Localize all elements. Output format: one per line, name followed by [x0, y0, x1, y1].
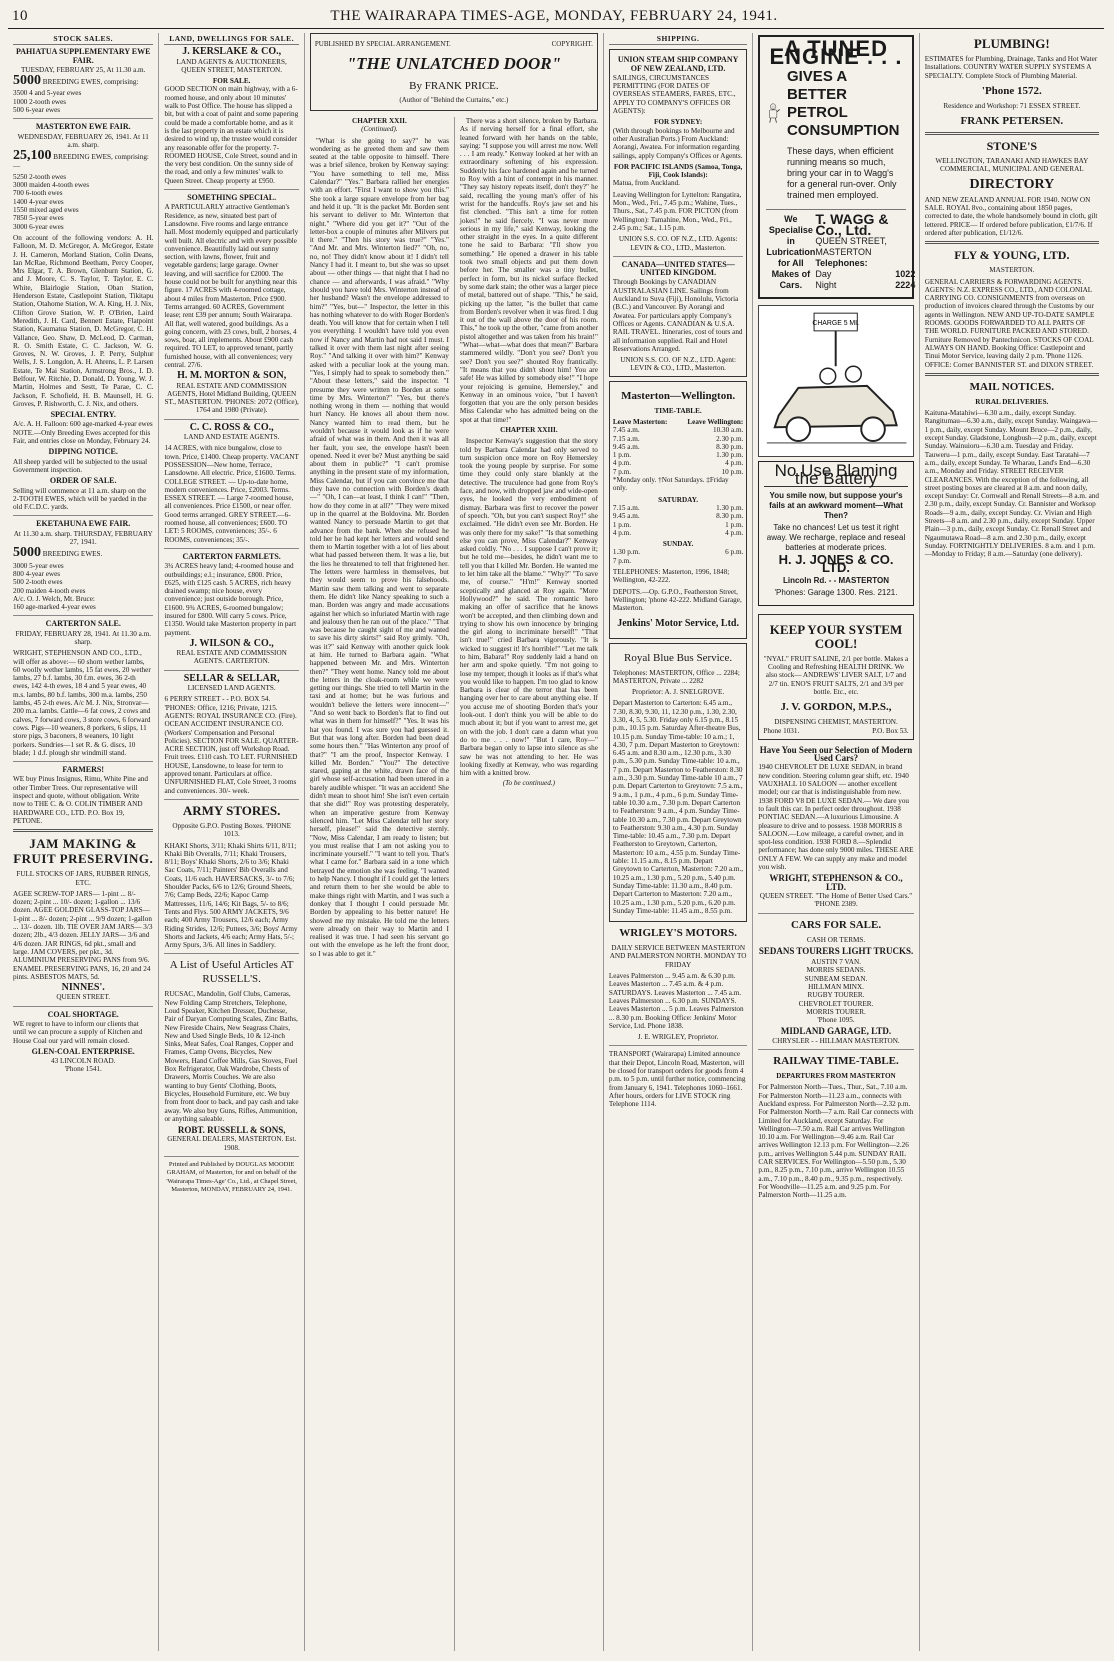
sale-item: 1400 4-year ewes: [13, 197, 64, 206]
advertiser-name: T. WAGG & Co., Ltd.: [815, 210, 889, 238]
body-text: Telephones: MASTERTON, Office ... 2284; MASTERTON, Private ... 2282: [612, 668, 740, 685]
body-text: Kaituna-Matahiwi—6.30 a.m., daily, except Sunday. Rangitumau—6.30 a.m., daily, except Sunday. Waingawa—1 p.m., daily, except Sunday. Mount Bruce—2 p.m., daily, except Sunday. Gladstone, Longbush—2 p.m., daily, except Sunday. Wainuioru—6.30 a.m. Tuesday and Friday. Tauweru—1 p.m., daily, except Sunday. East Taratahi—7 a.m., daily, except Sunday. Te Wharau, Land's End—6.30 a.m., Monday and Friday. STREET RECEIVER CLEARANCES. With the exception of the following, all street posting boxes are cleared at 8 a.m. and noon daily, except Sunday: Cr. Cornwall and Renall Streets—8 a.m. and 2.30 p.m., daily, except Sunday. Cr. Bannister and Worksop Roads—9 a.m., daily, except Sunday. Cr. Vivian and High Streets—8 a.m. and 2.30 p.m., daily, except Sunday. Upper Plain—3 p.m., daily, except Sunday. Cr. Renall Street and Ngaumutawa Road—8 a.m. and 2.30 p.m., daily, except Sunday. FORTNIGHTLY DELIVERIES. 8 a.m. and 1 p.m.—Monday to Friday; 8 a.m.—Saturday (one delivery).: [924, 409, 1099, 559]
advertiser-phone: 'Phone 1572.: [981, 84, 1042, 97]
advertiser-sub: LAND AND ESTATE AGENTS.: [183, 433, 280, 442]
sale-item: 200 maiden 4-tooth ewes: [13, 586, 86, 595]
ad-headline: No Use Blaming the Battery: [764, 467, 907, 488]
body-text: TRANSPORT (Wairarapa) Limited announce that their Depot, Lincoln Road, Masterton, will be closed for transport orders for goods from 4 p.m. to 5 p.m. until further notice, commencing from January 6, 1941. Telephones 1060–1661. After hours, orders for LIVE STOCK ring Telephone 1114.: [608, 1050, 746, 1109]
timetable-sub: TIME-TABLE.: [654, 406, 702, 415]
timetable-row: 7 p.m. 10 p.m.: [612, 467, 744, 476]
advertiser-name: J. WILSON & CO.,: [189, 637, 274, 649]
advertiser-address: QUEEN STREET, MASTERTON: [815, 235, 887, 257]
ad-body: "NYAL" FRUIT SALINE, 2/1 per bottle. Makes a Cooling and Refreshing HEALTH DRINK. We also stock— ANDREWS' LIVER SALT, 1/7 and 2/7 tin. ENO'S FRUIT SALTS, 2/1 and 3/9 per bottle. Etc., etc.: [763, 654, 909, 696]
ad-headline: ARMY STORES.: [182, 802, 281, 818]
advertiser-phone: 'Phones: Garage 1300. Res. 2121.: [774, 587, 898, 597]
column-stock-sales: [8, 33, 159, 1651]
battery-cartoon: [758, 305, 913, 457]
continued-note: (To be continued.): [502, 779, 556, 788]
advertiser-address: Residence and Workshop: 71 ESSEX STREET.: [943, 101, 1081, 110]
sub-title: ORDER OF SALE.: [49, 476, 117, 486]
sale-count: 25,100: [13, 148, 52, 164]
sub-title: DIPPING NOTICE.: [48, 447, 118, 457]
ad-headline: CARS FOR SALE.: [790, 918, 882, 931]
sale-date: WEDNESDAY, FEBRUARY 26, 1941. At 11 a.m. sharp.: [17, 132, 149, 149]
ad-subheadline: GIVES A BETTER PETROL CONSUMPTION: [786, 67, 900, 139]
body-text: A/c. A. H. Falloon: 600 age-marked 4-year ewes NOTE.—Only Breeding Ewes accepted for this Fair, and entries close on Monday, February 24.: [13, 420, 153, 446]
ad-headline: JAM MAKING & FRUIT PRESERVING.: [13, 836, 154, 867]
sale-count-label: BREEDING EWES.: [42, 550, 103, 559]
mechanic-illustration-icon: [766, 68, 781, 158]
timetable-col-header: Leave Wellington:: [687, 417, 744, 426]
masthead: [8, 6, 1104, 29]
advertiser-name: ROBT. RUSSELL & SONS,: [177, 1125, 286, 1136]
sub-title: COAL SHORTAGE.: [47, 1009, 119, 1019]
continued-note: (Continued).: [361, 125, 398, 134]
advertiser-address: Lincoln Rd. - - MASTERTON: [782, 575, 890, 585]
body-text: WE buy Pinus Insignus, Rimu, White Pine and other Timber Trees. Our representative will inspect and quote, without obligation. Write now to THE C. & O. COLIN TIMBER AND HARDWARE CO., LTD. P.O. Box 19, PETONE.: [13, 775, 149, 825]
column-land-sales: [159, 33, 304, 1651]
list-item: SUNBEAM SEDAN.: [804, 974, 868, 983]
sub-title: FARMERS!: [62, 765, 105, 775]
body-text: GOOD SECTION on main highway, with a 6-roomed house, and only about 10 minutes' walk to Post Office. The house has slipped a bit, but with a coat of paint and some papering could be made a comfortable home, and as it is the last property in an estate which it is desired to wind up, the trustee would consider any reasonable offer for the property. 7-ROOMED HOUSE, Cole Street, sound and in the very best condition. On the sunny side of the road, and only a few minutes' walk to Queen Street. Cheap property at £950.: [164, 85, 299, 185]
ad-subtitle: FULL STOCKS OF JARS, RUBBER RINGS, ETC.: [16, 870, 151, 887]
body-text: 3¾ ACRES heavy land; 4-roomed house and outbuildings; e.l.; insurance, £800. Price, £625, with £125 cash. 5 ACRES, rich heavy drained swamp; nice house, every convenience; just outside borough. Price, £1600. 9¾ ACRES, 6-roomed bungalow; insured for £800. Will carry 5 cows. Price, £1350. Would take Masterton property in part payment.: [164, 562, 297, 637]
body-text: (With through bookings to Melbourne and other Australian Ports.) From Auckland: Aorangi, Awatea. For information regarding sailings, apply Company's Offices or Agents.: [612, 126, 743, 160]
sale-item: 1550 mixed aged ewes: [13, 206, 79, 215]
advertiser-name: GLEN-COAL ENTERPRISE.: [31, 1046, 135, 1056]
sale-item: 3000 maiden 4-tooth ewes: [13, 181, 90, 190]
timetable-row: 1.30 p.m. 6 p.m.: [612, 548, 744, 557]
body-text: 14 ACRES, with nice bungalow, close to town. Price, £1400. Cheap property. VACANT POSSESSION—New home, Terrace, Lansdowne. All electric. Price, £1600. Terms. COLLEGE STREET. — Up-to-date home, modern conveniences. Price, £2003. Terms. ESSEX STREET. — Large 7-roomed house, all conveniences. Price £1500, or near offer. Good terms arranged. GREY STREET.—6-roomed house, all conveniences; £600. TO LET: 5 ROOMS, conveniences; 35/-. 6 ROOMS, conveniences; 35/-.: [164, 444, 299, 544]
ad-headline: RAILWAY TIME-TABLE.: [773, 1055, 899, 1068]
ad-headline: A List of Useful Articles AT RUSSELL'S.: [169, 959, 294, 986]
sub-title: FOR PACIFIC ISLANDS (Samoa, Tonga, Fiji, Cook Islands):: [613, 162, 743, 180]
column-shipping: [604, 33, 753, 1651]
timetable-row: 7 p.m.: [612, 556, 632, 565]
sale-date: FRIDAY, FEBRUARY 28, 1941. At 11.30 a.m. sharp.: [15, 629, 152, 646]
section-heading: LAND, DWELLINGS FOR SALE.: [164, 35, 298, 45]
body-text: Selling will commence at 11 a.m. sharp on the 2-TOOTH EWES, which will be yarded in the old F.C.D.C. yards.: [13, 486, 147, 512]
timetable-row: 7.45 a.m. 10.30 a.m.: [612, 426, 744, 435]
ad-headline: STONE'S: [986, 139, 1038, 154]
battery-ad: [758, 461, 913, 606]
body-text: Through Bookings by CANADIAN AUSTRALASIAN LINE. Sailings from Auckland to Suva (Fiji), Honolulu, Victoria (B.C.) and Vancouver. By Aorangi and Awatea. For particulars apply Company's Offices or Agents. CANADIAN & U.S.A. RAIL TRAVEL. Itineraries, cost of tours and all information supplied. Rail and Hotel Reservations Arranged.: [612, 278, 743, 353]
phone-night: Night 2224: [815, 279, 916, 290]
body-text: All sheep yarded will be subjected to the usual Government inspection.: [13, 457, 148, 474]
story-title: "THE UNLATCHED DOOR": [346, 54, 562, 73]
ad-headline: Royal Blue Bus Service.: [624, 651, 733, 664]
timetable-sub: SUNDAY.: [662, 540, 694, 549]
advertiser-name: SELLAR & SELLAR,: [183, 672, 280, 684]
column-display-ads: [753, 33, 919, 1651]
advertiser-phone: Phone 1031.: [763, 726, 800, 735]
ad-headline: Have You Seen our Selection of Modern Used Cars?: [759, 744, 913, 764]
advertiser-name: WRIGHT, STEPHENSON & CO., LTD.: [769, 873, 903, 892]
advertiser-sub: GENERAL DEALERS, MASTERTON. Est. 1908.: [167, 1135, 297, 1152]
advertiser-sub: REAL ESTATE AND COMMISSION AGENTS, Hotel Midland Building, QUEEN ST., MASTERTON. 'PHONES: 2072 (Office), 1764 and 1980 (Private).: [164, 381, 299, 415]
body-text: KHAKI Shorts, 3/11; Khaki Shirts 6/11, 8/11; Khaki Bib Overalls, 7/11; Khaki Trousers, 8/11; Boys' Khaki Shorts, 2/6 to 3/6; Khaki Sac Coats, 7/11; Painters' Bib Overalls and Coats, 11/6 each. HAVERSACKS, 3/- to 7/6; Shoulder Packs, 6/6 to 12/6; Ground Sheets, 7/6; Camp Beds, 22/6; Kapoc Camp Mattresses, 11/6, 14/6; Kit Bags, 5/- to 8/6; Tents and Flys. 500 ARMY JACKETS, 9/6 each; 400 Army Trousers, 12/6 each; Army Riding Strides, 12/6; Puttees, 3/6; Boys' Army Shorts and Jackets, 4/6 each; Army Hats, 5/-; Army Spurs, 3/6. All lines in Saddlery.: [164, 841, 298, 950]
ad-headline: WRIGLEY'S MOTORS.: [619, 927, 737, 940]
story-text: "What is she going to say?" he was wondering as he greeted them and saw them seated at the table opposite to himself. There was a brief silence, broken by Kenway saying: "You have something to tell me, Miss Calendar?" "Yes." Barbara rallied her energies with an effort. "First I want to show you this." She took a large square envelope from her bag and held it up. "It is the packet Mr. Borden sent his servant to deliver to Mr. Winterton that night." "Where did you get it?" "Out of the letter-box a couple of minutes after Milvers put it there." "Then his story was true?" "Yes." "And Mr. and Mrs. Winterton lied?" "Oh, no, no, no! They didn't know about it! I didn't tell Nancy I had it. I meant to, but she was so upset about — other things — that night that I had no chance — and afterwards, I was afraid." "Why should you have told Mrs. Winterton instead of her husband? Wasn't the envelope addressed to him?" "Yes, but—" Inspector, the letter in this has nothing whatever to do with Roger Borden's death. You will know that for certain when I tell you everything. I wouldn't have told you even now if Nancy and Martin had not said I must. I talked it over with them last night after seeing Roy." "And talking it over with him?" Kenway asked with a peculiar look at the young man. "Yes, I simply had to speak to somebody then." "About these letters," said the inspector. "I presume they were written to Borden at some time by Mrs. Winterton?" "Yes, but there's nothing wrong in them — nothing that would hurt Nancy. He knows all about them now. Nancy wanted him to read them, but he wouldn't because it would look as if he were afraid of what was in them. And then it was all her fault, you see, the envelope hasn't been opened. Need it ever be? Must anything be said about them in public?" "I can't promise anything in the present state of my information, Miss Calendar, but if you can convince me that they have no connection with Borden's death—" "Oh, I can—at least, I think I can!" "Then, how do they come in at all?" "They were mixed up in the quarrel at the Boldovina. Mr. Borden wanted Nancy to persuade Martin to get that advance from the bank. When she refused he told her he had kept her letters and would send them to Martin together with a lot of lies about what had passed between them. It was a lie, but the lies he threatened to tell that frightened her. The letters were harmless in themselves, but they would seem to prove his falsehoods. Martin saw them talking and went to separate them. He didn't like Nancy speaking to such a man. Borden was angry and made accusations against her which so infuriated Martin with rage and jealousy then he ran out of the place." "That was because he caught sight of me and wanted to save his dirty skirts!" said Roy grimly. "Oh, was it?" said Kenway with another quick look at him. He turned to Barbara again. "What happened between Mr. and Mrs. Winterton then?" "They went home. Nancy told me about the letters in the cloak-room while we were getting our things. She tried to tell Martin in the taxi and at home; but he was furious and wouldn't believe the letters were innocent—" "And so went back to Borden's flat to find out what was in them for himself?" "Yes. It was his hat you found. I was sure you had guessed it. But that was long after. Borden had been dead some hours then." "Has Winterton any proof of that?" "I am the proof, Inspector Kenway. I killed Mr. Borden." "You?" The detective stared, gaping at the white, drawn face of the girl whose self-accusation had been uttered in a barely audible whisper. "It was an accident! She didn't mean to shoot him! She isn't even certain that she did!" Roy was protesting desperately, when an imperative gesture from Kenway silenced him. "Let Miss Calendar tell her story herself, please!" said the detective sternly. "Now, Miss Calendar, I am ready to listen; but you must realise that I am not asking you to incriminate yourself." "I want to tell you. That's what I came for." Barbara said in a tone which betrayed the emotion she was feeling. "I wanted to help Nancy. I thought if I could get the letters and return them to her she would be able to make things right with Martin, and I was such a donkey that I thought I could persuade Mr. Borden by appealing to his better nature! He showed me my mistake. He told me the letters were already on their way to Martin and I realised it was true. I had seen his servant go out with the envelope as he left the front door, so I was able to get it.": [309, 136, 449, 958]
cartoon-sign-text: CHARGE 5 MI.: [812, 319, 860, 327]
advertiser-sub: QUEEN STREET. "The Home of Better Used Cars." 'PHONE 2389.: [759, 891, 913, 909]
ad-body: You smile now, but suppose your's fails at an awkward moment—What Then?: [769, 491, 903, 521]
sale-title: PAHIATUA SUPPLEMENTARY EWE FAIR.: [15, 47, 151, 65]
ad-specialise: We Specialise in Lubrication for All Makes of Cars.: [766, 213, 816, 290]
ad-headline: A TUNED ENGINE . . .: [769, 36, 903, 70]
column-notices: [920, 33, 1104, 1651]
car-cartoon-icon: [759, 306, 912, 456]
advertiser-sub: J. E. WRIGLEY, Proprietor.: [637, 1033, 719, 1042]
ad-subtitle: CASH OR TERMS.: [806, 935, 866, 944]
sale-item: 3000 5-year ewes: [13, 561, 64, 570]
sale-item: 1000 2-tooth ewes: [13, 97, 67, 106]
advertiser-phone: 'Phone 1541.: [64, 1065, 102, 1074]
body-text: Leaves Palmerston ... 9.45 a.m. & 6.30 p.m. Leaves Masterton ... 7.45 a.m. & 4 p.m. SATURDAYS. Leaves Masterton ... 7.45 a.m. Leaves Palmerston ... 6.30 p.m. SUNDAYS. Leaves Masterton ... 5 p.m. Leaves Palmerston ... 8.30 p.m. Booking Office: Jenkins' Motor Service, Ltd. Phone 1838.: [608, 972, 744, 1030]
timetable-row: 9.45 a.m. 8.30 p.m.: [612, 442, 744, 451]
sale-count-label: BREEDING EWES, comprising:: [42, 78, 139, 87]
advertiser-sub: DISPENSING CHEMIST, MASTERTON.: [774, 718, 898, 727]
story-column-right: [455, 117, 603, 1651]
serial-story: [305, 33, 604, 1651]
timetable-row: 4 p.m. 4 p.m.: [612, 528, 744, 537]
sub-title: SPECIAL ENTRY.: [50, 410, 116, 420]
ad-subtitle: SEDANS TOURERS LIGHT TRUCKS.: [758, 945, 914, 956]
sub-title: FOR SYDNEY:: [653, 118, 703, 127]
tuned-engine-ad: [758, 35, 916, 299]
timetable-row: 7.15 a.m. 2.30 p.m.: [612, 434, 744, 443]
advertiser-box: P.O. Box 53.: [872, 726, 909, 735]
body-text: SAILINGS, CIRCUMSTANCES PERMITTING (FOR DATES OF OVERSEAS STEAMERS, FARES, ETC., APPLY TO COMPANY'S OFFICES OR AGENTS):: [612, 73, 736, 116]
ad-subtitle: DEPARTURES FROM MASTERTON: [776, 1072, 896, 1081]
sale-item: 500 6-year ewes: [13, 106, 61, 115]
sub-title: FOR SALE.: [212, 77, 251, 86]
advertiser-sub: LICENSED LAND AGENTS.: [187, 684, 276, 693]
section-heading: SHIPPING.: [609, 35, 747, 45]
list-item: MORRIS SEDANS.: [806, 966, 866, 975]
serial-header: [310, 33, 598, 111]
ad-subtitle: WELLINGTON, TARANAKI AND HAWKES BAY COMMERCIAL, MUNICIPAL AND GENERAL: [935, 157, 1089, 174]
chapter-heading: CHAPTER XXIII.: [500, 425, 558, 434]
ad-headline: MAIL NOTICES.: [969, 380, 1055, 393]
body-text: 1940 CHEVROLET DE LUXE SEDAN, in brand new condition. Steering column gear shift, etc. 1940 VAUXHALL 10 SALOON — another excellent model; our car that is indistinguishable from new. 1938 FORD V8 DE LUXE SEDAN.— We dare you to fault this car. In perfect order throughout. 1938 PONTIAC SEDAN.—A luxurious Limousine. A pleasure to drive and to possess. 1938 MORRIS 8 SALOON.—Low mileage, a careful owner, and in spot-less condition. 1938 FORD 8.—Splendid performance; has done only 9000 miles. THESE ARE ONLY A FEW. We can supply any make and model you wish.: [758, 763, 914, 872]
newspaper-title: THE WAIRARAPA TIMES-AGE, MONDAY, FEBRUARY 24, 1941.: [330, 8, 778, 24]
advertiser-name: UNION STEAM SHIP COMPANY OF NEW ZEALAND, LTD.: [617, 55, 739, 73]
body-text: ESTIMATES for Plumbing, Drainage, Tanks and Hot Water Installations. COUNTRY WATER SUPPLY SYSTEMS A SPECIALTY. Complete Stock of Plumbing Material.: [924, 55, 1098, 80]
advertiser-name: NINNES'.: [61, 982, 105, 994]
advertiser-name: J. KERSLAKE & CO.,: [182, 46, 282, 58]
sale-item: A/c. O. J. Welch, Mt. Bruce:: [13, 594, 95, 603]
advertiser-name: Jenkins' Motor Service, Ltd.: [617, 617, 739, 629]
timetable-col-header: Leave Masterton:: [612, 417, 668, 426]
body-text: AGEE SCREW-TOP JARS— 1-pint ... 8/- dozen; 2-pint ... 10/- dozen; 1-gallon ... 13/6 dozen. AGEE GOLDEN GLASS-TOP JARS— 1-pint ... 8/- dozen; 2-pint ... 9/9 dozen; 1-gallon ... 13/- dozen. 1lb. TIE OVER JAM JARS— 3/3 dozen; 2lb., 4/3 dozen. JELLY JARS— 3/6 and 4/6 dozen. JAR RINGS, 6d pkt., small and large. JAM COVERS, per pkt., 3d. ALUMINIUM PRESERVING PANS from 9/6. ENAMEL PRESERVING PANS, 16, 20 and 24 pints. ASBESTOS MATS, 5d.: [13, 889, 153, 981]
ad-headline: KEEP YOUR SYSTEM COOL!: [769, 621, 903, 651]
advertiser-sub: REAL ESTATE AND COMMISSION AGENTS. CARTERTON.: [176, 649, 287, 666]
sale-date: TUESDAY, FEBRUARY 25, At 11.30 a.m.: [20, 65, 146, 74]
ad-headline: PLUMBING!: [973, 36, 1050, 51]
ad-body: Take no chances! Let us test it right away. We recharge, replace and reseal batteries at moderate prices.: [766, 523, 906, 553]
timetable-row: 7.15 a.m. 1.30 p.m.: [612, 503, 744, 512]
timetable-sub: SATURDAY.: [658, 495, 699, 504]
sale-date: At 11.30 a.m. sharp. THURSDAY, FEBRUARY 27, 1941.: [13, 529, 153, 547]
sale-item: 3000 6-year ewes: [13, 222, 64, 231]
timetable-title: Masterton—Wellington.: [621, 389, 736, 402]
telephone-label: Telephones:: [815, 257, 868, 268]
sale-title: MASTERTON EWE FAIR.: [35, 122, 131, 132]
ad-headline: DIRECTORY: [969, 176, 1055, 192]
story-text: There was a short silence, broken by Barbara. As if nerving herself for a final effort, she leaned forward with her hands on the table, saying: "I suppose you will arrest me now. Well . . . I am ready." Kenway looked at her with an extraordinary softening of his expression. Suddenly his face hardened again and he turned to Roy with a hint of contempt in his manner. "They say history repeats itself, don't they?" he said, recalling the young man's offer of his wrist for the handcuffs. Roy's jaw set and his fist clenched. "This isn't a time for rotten jokes!" he said fiercely. "I was never more serious in my life," said Kenway, looking the other straight in the eyes. In a quite different tone he said to Barbara: "I'll show you something." He opened a drawer in his table took two small objects and put them down before her. The smaller was a tiny bullet, perfect in form, but its nickel surface flecked by some dark stain; the other was a larger piece of metal, battered out of shape. "This," he said, picking up the latter, "is the bullet that came from Borden's revolver when it was fired. I dug it out of the wall above the door of his room. This," he took up the other, "came from another pistol altogether and was taken from his brain!" "What—what—what does that mean?" Barbara stammered wildly. "Don't you see? Don't you see? Don't you see?" shouted Roy frantically. "It means that you didn't shoot him! You are safe! He was killed by somebody else!" "I hope your rejoicing is genuine, Hemersley," and Kenway in an ominous voice, "but I haven't forgotten that you are the only person besides Miss Calendar who has admitted being on the spot at that time!": [459, 117, 598, 424]
phone-day: Day 1022: [815, 268, 916, 279]
timetable-row: 4 p.m. 4 p.m.: [612, 459, 744, 468]
body-text: GENERAL CARRIERS & FORWARDING AGENTS. AGENTS: N.Z. EXPRESS CO., LTD., AND COLONIAL CARRYING CO. CONSIGNMENTS from overseas on production of invoices cleared through the Customs by our agents in Wellington. NEW AND UP-TO-DATE SAMPLE ROOMS. GOODS FORWARDED TO ALL PARTS OF THE WORLD. FURNITURE PACKED AND STORED. Furniture Removed by Pantechnicon. STOCKS OF COAL ALWAYS ON HAND. Booking Office: Castlepoint and Tinui Motor Service, leaving daily 2 p.m. 'Phone 1126. OFFICE: Corner BANNISTER ST. and DIXON STREET.: [924, 277, 1095, 369]
advertiser-address: QUEEN STREET.: [56, 993, 111, 1002]
list-item: AUSTIN 7 VAN.: [811, 958, 861, 967]
timetable-note: *Monday only. †Not Saturdays. ‡Friday only.: [612, 476, 729, 493]
list-item: HILLMAN MINX.: [808, 982, 864, 991]
ad-body: These days, when efficient running means so much, bring your car in to Wagg's for a general run-over. Only trained men employed.: [786, 145, 897, 200]
body-text: Matua, from Auckland.: [612, 179, 680, 188]
ad-subtitle: RURAL DELIVERIES.: [975, 397, 1049, 406]
advertiser-phone: 'Phone 1095.: [817, 1016, 855, 1025]
list-item: MORRIS TOURER.: [806, 1007, 866, 1016]
vendors-text: On account of the following vendors: A. H. Falloon, M. D. McGregor, A. McGregor, Estate J. H. Cameron, Morland Station, Colin Deans, Ian McRae, Richmond Beetham, Percy Cooper, Mrs Elgar, T. A. Brown, Glenburn Station, G. and J. Moore, C. S. Taylor, T. Taylor, E. C. White, Blairlogie Station, Oban Station, Henderson Estate, Castlepoint Station, Tikitapu Station, Otahome Station, W. A. King, H. J. Nix, Clifton Grove Station, W. P. O'Brien, Laird Meredith, J. H. Card, Bennett Estate, Flatpoint Station, Kaumatua Station, D. McGregor, C. H. Vallance, Geo. Shaw, D. McLeod, D. Carman, R. O. Smith Estate, C. C. Jackson, W. G. Groves, N. W. Groves, J. P. Perry, Sulphur Wells, J. S. Longdon, A. H. Ahrens, L. P. Larsen Estate, Te Mai Station, Armstrong Bros., I. D. Belfour, W. Ritchie, D. Donald, D. Young, W. J. Martin, Holmes and Sestt, Te Parae, C. C. Jackson, F. Schofield, H. B. Maunsell, H. G. Groves, P. Rishworth, C. J. Nix, and others.: [13, 233, 154, 408]
imprint: Printed and Published by DOUGLAS MOODIE GRAHAM, of Masterton, for and on behalf of the 'Wairarapa Times-Age' Co., Ltd., at Chapel Street, Masterton, MONDAY, FEBRUARY 24, 1941.: [166, 1161, 297, 1193]
sale-item: 5250 2-tooth ewes: [13, 172, 67, 181]
advertiser-name: H. J. JONES & CO. LTD.: [778, 552, 894, 576]
story-column-left: [305, 117, 455, 1651]
sub-title: CANADA—UNITED STATES—UNITED KINGDOM.: [621, 259, 735, 278]
body-text: A PARTICULARLY attractive Gentleman's Residence, as new, situated best part of Lansdowne. Five rooms and large entrance hall. Most modernly equipped and particularly well built. All electric and with every possible convenience. Beautifully laid out sunny section, with lawns, flower, fruit and vegetable gardens; large garage. Owner leaving, and will sacrifice for £2000. The house could not be built for anything near this figure. 17 ACRES with 4-roomed cottage, about 4 miles from Masterton. Price £900. Terms arranged. 60 ACRES, Government lease; rent £39 per annum; South Wairarapa. All flat, well watered, good buildings. As a going concern, with 23 cows, bull, 2 horses, 4 sows, boar, all implements. About £900 cash required. TO LET, to approved tenant, partly furnished house, with all conveniences; very central. 27/6.: [164, 203, 299, 369]
body-text: TELEPHONES: Masterton, 1996, 1848; Wellington, 42-222.: [612, 568, 730, 585]
body-text: Leaving Wellington for Lyttelton: Rangatira, Mon., Wed., Fri., 7.45 p.m.; Wahine, Tues., Thurs., Sat., 7.45 p.m. FOR PICTON (from Wellington): Tamahine, Mon., Wed., Fri., 2.45 p.m.; Sat., 1.15 p.m.: [612, 190, 742, 232]
page-number: 10: [12, 8, 28, 24]
advertiser-sub: UNION S.S. CO. OF N.Z., LTD. Agents: LEVIN & CO., LTD., Masterton.: [618, 235, 738, 252]
body-text: WRIGHT, STEPHENSON AND CO., LTD., will offer as above:— 60 shorn wether lambs, 60 woolly wether lambs, 15 fat ewes, 20 wether lambs, 27 b.f. lambs, 30 f.m. ewes, 36 2-th ewes, 142 4-th ewes, 18 4 and 5 year ewes, 40 m.s. lambs, 80 b.f. lambs, 300 m.a. lambs, 250 lambs, 45 2-th ewes. A/c M. J. Nix, Stronvar—200 m.a. lambs. Cattle—6 fat cows, 2 cows and calves, 7 forward cows, 3 store cows, 6 forward cows. Pigs—10 weaners, 8 porkers, 6 slips, 11 store pigs, 3 baconers, 8 weaners, 10 light porkers. Sundries—1 set R. & G. discs, 10 blade; 1 d.f. plough shr windmill stand.: [13, 649, 151, 757]
list-item: RUGBY TOURER.: [807, 991, 865, 1000]
sale-item: 3500 4 and 5-year ewes: [13, 89, 82, 98]
body-text: AND NEW ZEALAND ANNUAL FOR 1940. NOW ON SALE. ROYAL 8vo., containing about 1850 pages, corrected to date, the whole handsomely bound in cloth, gilt lettered. PRICE— If ordered before publication, £1/7/6. If ordered after publication, £1/12/6.: [924, 195, 1098, 237]
advertiser-name: C. C. ROSS & CO.,: [189, 421, 274, 433]
sale-item: 700 6-tooth ewes: [13, 189, 63, 198]
advertiser-name: FRANK PETERSEN.: [960, 115, 1064, 128]
sub-title: CARTERTON FARMLETS.: [182, 551, 281, 561]
advertiser-sub: MASTERTON.: [989, 266, 1035, 275]
sale-count: 5000: [13, 73, 41, 89]
body-text: 6 PERRY STREET - - P.O. BOX 54. 'PHONES: Office, 1216; Private, 1215. AGENTS: ROYAL INSURANCE CO. (Fire). OCEAN ACCIDENT INSURANCE CO. (Workers' Compensation and Personal Policies). SECTION FOR SALE. QUARTER-ACRE SECTION, just off Workshop Road. Fruit trees. £110 cash. TO LET. FURNISHED HOUSE, Lansdowne, to lease for term to approved tenant. Particulars at office. UNFURNISHED FLAT, Cole Street, 3 rooms and conveniences. 30/- week.: [164, 695, 299, 795]
published-note: PUBLISHED BY SPECIAL ARRANGEMENT.: [314, 40, 451, 48]
section-heading: STOCK SALES.: [13, 35, 153, 45]
body-text: RUCSAC, Mandolin, Golf Clubs, Cameras, New Folding Camp Stretchers, Telephone, Loud Speaker, Kitchen Dresser, Duchesse, Pair of Daryan Computing Scales, Zinc Baths, New Fireside Chairs, New Seagrass Chairs, New and Used Single Beds, 10 & 12-inch Sinks, Meat Safes, Coal Ranges, Copper and Frames, Camp Ovens, Bicycles, New Mowers, Hand Coffee Mills, Gas Stoves, Fuel Box Refrigerator, Oak Wardrobe, Chests of Drawers, Morris Couches. We are also wanting to buy Gents' Clothing, Boots, Bicycles, Household Furniture, etc. We buy from front door to back, and pay cash and take away. We also buy Guns, Rifles, Ammunition, or anything saleable.: [164, 990, 299, 1123]
advertiser-sub: CHRYSLER - - HILLMAN MASTERTON.: [772, 1036, 900, 1045]
body-text: WE regret to have to inform our clients that until we can procure a supply of Kitchen and House Coal our yard will remain closed.: [13, 1019, 143, 1045]
author-note: (Author of "Behind the Curtains," etc.): [399, 96, 509, 104]
body-text: DEPOTS.—Op. G.P.O., Featherston Street, Wellington; 'phone 42-222. Midland Garage, Masterton.: [612, 587, 742, 613]
sale-item: 160 age-marked 4-year ewes: [13, 603, 96, 612]
story-text: Inspector Kenway's suggestion that the story told by Barbara Calendar had only served to turn suspicion once more on Roy Hemersley took the young people by surprise. For some time they could only stare blankly at the detective. The truculence had gone from Roy's face, and now, with dropped jaw and wide-open eyes, he looked the very embodiment of dismay. Barbara was first to recover the power of speech. "Oh, but you can't suspect Roy!" she exclaimed. "He didn't even see Mr. Borden. He was only there for my sake!" "Is that something else you can prove, Miss Calendar?" Kenway asked coldly. "No . . . I suppose I can't prove it; but he told me—besides, he didn't want me to tell you that I killed Mr. Borden. He wanted me to let him take all the blame." "Why?" "To save me, of course." "H'm!" Kenway snorted sceptically and glanced at Roy again. "More Hollywood?" he said. The romantic hero making an offer of sacrifice that he knows won't be accepted, and then climbing down and trying to show his own innocence by bringing the girl along to incriminate herself!" "That isn't true!" cried Barbara vigorously. "It is wicked to suggest it! It's horrible!" "Let me talk to him, Babara!" Roy suddenly laid a hand on her arm and spoke quietly. "I'm not going to lose my temper, though it looks as if that's what you would like to happen. I'm too glad to know Barbara is clear of the terror that has been hanging over her to care about anything else. If you accuse me of shooting Borden that's your look-out. I don't think you will be able to do much about it; but if you want to arrest me, get on with the job. I don't care a damn what you do to me . . . now!" "But I care, Roy—" Barbara began only to lapse into silence as she saw he was not attending to her. He was looking fixedly at Kenway, who was regarding him with a knitted brow.: [459, 437, 598, 778]
timetable-row: 9.45 a.m. 8.30 p.m.: [612, 512, 744, 521]
advertiser-name: MIDLAND GARAGE, LTD.: [780, 1026, 892, 1037]
sale-title: EKETAHUNA EWE FAIR.: [36, 519, 131, 529]
advertiser-address: 43 LINCOLN ROAD.: [50, 1057, 116, 1066]
advertiser-name: J. V. GORDON, M.P.S.,: [780, 701, 892, 714]
sub-title: SOMETHING SPECIAL.: [187, 193, 277, 203]
sale-count: 5000: [13, 545, 41, 561]
sale-item: 7850 5-year ewes: [13, 214, 64, 223]
copyright-note: COPYRIGHT.: [551, 40, 593, 48]
advertiser-sub: UNION S.S. CO. OF N.Z., LTD. Agent: LEVIN & CO., LTD., Masterton.: [620, 356, 736, 373]
advertiser-sub: Proprietor: A. J. SNELGROVE.: [631, 688, 725, 697]
timetable-row: 1 p.m. 1 p.m.: [612, 520, 744, 529]
advertiser-name: H. M. MORTON & SON,: [177, 370, 287, 382]
body-text: Depart Masterton to Carterton: 6.45 a.m., 7.30, 8.30, 9.30, 11, 12.30 p.m., 1.30, 2.30, 3.30, 4, 5, 5.30. Friday only 6.15 p.m., 8.15 p.m., 10.15 p.m. Saturday After-theatre Bus, 10.15 p.m. Sunday Time-table: 10 a.m.; 1, 4.30, 7 p.m. Depart Masterton to Greytown: 6.45 a.m. and 8.30 a.m., 12.30 p.m., 3.30 p.m., 5.30 p.m. Sunday Time-table: 10 a.m., 7 p.m. Depart Masterton to Featherston: 8.30 a.m., 3.30 p.m. Sunday Time-table 10 a.m., 7 p.m. Depart Carterton to Greytown: 7.5 a.m., 9 a.m., 1 p.m., 4 p.m., 6 p.m. Sunday Time-table 10.30 a.m., 7.30 p.m. Depart Carterton to Featherston: 9 a.m., 4 p.m. Sunday Time-table 10.30 a.m., 7.30 p.m. Depart Greytown to Featherston: 9.30 a.m., 4.30 p.m. Sunday Time-table: 10.45 a.m., 7.30 p.m. Depart Featherston to Greytown, Carterton, Masterton: 10 a.m., 4.55 p.m. Sunday Time-table: 11.15 a.m., 8.15 p.m. Depart Greytown to Carterton, Masterton: 7.20 a.m., 10.25 a.m., 1.30 p.m., 5.20 p.m., 5.40 p.m. Sunday Time-table: 11.30 a.m., 8.40 p.m. Depart Carterton to Masterton: 7.20 a.m., 10.25 a.m., 1.30 p.m., 5.20 p.m., 6.20 p.m. Sunday Time-table: 11.45 a.m., 8.55 p.m.: [612, 699, 744, 915]
sale-count-label: BREEDING EWES, comprising:—: [13, 153, 149, 170]
sale-item: 800 4-year ewes: [13, 569, 61, 578]
sale-title: CARTERTON SALE.: [45, 619, 121, 629]
body-text: For Palmerston North—Tues., Thur., Sat., 7.10 a.m. For Palmerston North—11.23 a.m., connects with Auckland express. For Palmerston North—2.32 p.m. For Palmerston North—7 a.m. Rail Car connects with Limited for Auckland, except Saturday. For Wellington—7.50 a.m. Rail Car arrives Wellington 10.10 a.m. For Wellington—9.46 a.m. Rail Car arrives Wellington 12.13 p.m. For Wellington—2.26 p.m., arrives Wellington 5.44 p.m. SUNDAY RAIL CAR SERVICES. For Wellington—5.50 p.m., 5.30 p.m., 8.25 p.m., 7.10 p.m., arrive Wellington 10.55 a.m., 7.10 p.m., 8.40 p.m., 9.35 p.m., respectively. For Woodville—11.25 a.m. and 9.25 p.m. For Palmerston North—11.25 a.m.: [758, 1083, 914, 1200]
list-item: CHEVROLET TOURER.: [798, 999, 874, 1008]
advertiser-sub: DAILY SERVICE BETWEEN MASTERTON AND PALMERSTON NORTH. MONDAY TO FRIDAY: [609, 944, 747, 969]
story-author: By FRANK PRICE.: [409, 80, 499, 92]
advertiser-name: FLY & YOUNG, LTD.: [954, 248, 1070, 263]
advertiser-sub: LAND AGENTS & AUCTIONEERS, QUEEN STREET, MASTERTON.: [176, 57, 287, 74]
sale-item: 500 2-tooth ewes: [13, 578, 63, 587]
timetable-row: 1 p.m. 1.30 p.m.: [612, 451, 744, 460]
advertiser-sub: Opposite G.P.O. Posting Boxes. 'PHONE 1013.: [172, 821, 292, 839]
chapter-heading: CHAPTER XXII.: [352, 117, 407, 125]
